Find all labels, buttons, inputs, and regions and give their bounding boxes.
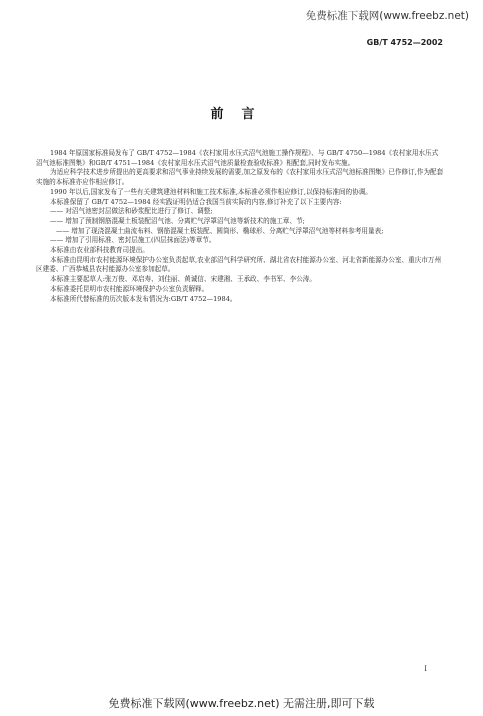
page-number: I [424,665,427,673]
paragraph-proposer: 本标准由农业部科技教育司提出。 [50,246,149,255]
paragraph-drafters: 本标准由昆明市农村能源环境保护办公室负责起草,农业部沼气科学研究所、湖北省农村能源办公室、河北省新能源办公室、重庆市万州区建委、广西恭城县农村能源办公室参加起草。 [36,255,442,274]
foreword-body [36,149,444,304]
paragraph-authors: 本标准主要起草人:张万俊、邓启寿、刘佳丽、黄诚信、宋建湘、王承政、李书军、李公涛。 [50,275,316,284]
paragraph-main-changes: 本标准保留了 GB/T 4752—1984 经实践证明仍适合我国当前实际的内容,修订补充了以下主要内容: [50,197,342,206]
paragraph-coordination: 1990 年以后,国家发布了一些有关建筑建池材料和施工技术标准,本标准必须作相应修订,以保持标准间的协调。 [50,187,372,196]
page-title: 前言 [210,107,273,122]
paragraph-history: 1984 年原国家标准局发布了 GB/T 4752—1984《农村家用水压式沼气池施工操作规程》、与 GB/T 4750—1984《农村家用水压式沼气池标准图集》和GB/T 4751—1984《农村家用水压式沼气池质量检查验收标准》相配套,同时发布实施。 [36,149,439,167]
list-item: —— 增加了预制钢筋混凝土板装配沼气池、分离贮气浮罩沼气池等新技术的施工章、节; [50,216,305,225]
list-item: —— 增加了现浇混凝土曲流布料、钢筋混凝土板装配、圆筒形、椭球形、分离贮气浮罩沼气池等材料参考用量表; [56,226,384,235]
standard-code: GB/T 4752—2002 [366,38,443,47]
paragraph-replaced: 本标准所代替标准的历次版本发布情况为:GB/T 4752—1984。 [50,294,237,303]
watermark-top: 免费标准下载网(www.freebz.net) [305,10,469,22]
paragraph-interpretation: 本标准委托昆明市农村能源环境保护办公室负责解释。 [50,284,209,293]
watermark-bottom: 免费标准下载网(www.freebz.net) 无需注册,即可下载 [108,697,375,710]
list-item: —— 对沼气池密封层做法和砂浆配比进行了修订、调整; [50,207,213,216]
paragraph-reason: 为适应科学技术进步所提出的更高要求和沼气事业持续发展的需要,加之原发布的《农村家用水压式沼气池标准图集》已作修订,作为配套实施的本标准亦应作相应修订。 [36,168,444,187]
list-item: —— 增加了引用标准、密封层施工(四层抹面法)等章节。 [50,236,216,245]
